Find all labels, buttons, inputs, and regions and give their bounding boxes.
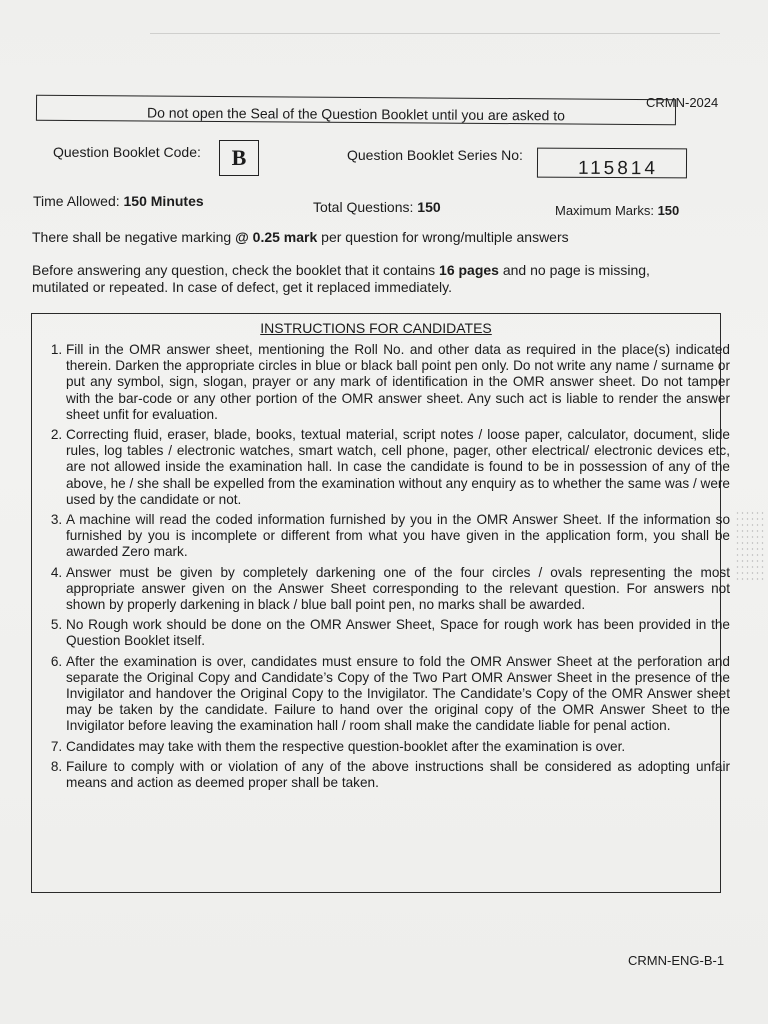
instruction-item: 2. Correcting fluid, eraser, blade, books, textual material, script notes / loose paper, calculator, document, slide rules, log tables / electronic watches, smart watch, cell phone, pager, other electrical/ electronic devices etc, are not allowed inside the examination hall. In case the candidate is found to be in possession of any of the above, he / she shall be expelled from the examination without any enquiry as to whether the same was / were used by the candidate or not. [66,427,730,508]
negative-marking-suffix: per question for wrong/multiple answers [321,229,569,245]
instruction-item: 6. After the examination is over, candidates must ensure to fold the OMR Answer Sheet at the perforation and separate the Original Copy and Candidate’s Copy of the Two Part OMR Answer Sheet in the presence of the Invigilator and handover the Original Copy to the Invigilator. The Candidate’s Copy of the OMR Answer sheet may be taken by the candidate. Failure to hand over the original copy of the OMR Answer Sheet to the Invigilator before leaving the examination hall / room shall make the candidate liable for penal action. [66,654,730,735]
maximum-marks [555,203,679,218]
instruction-item: 8. Failure to comply with or violation of any of the above instructions shall be considered as adopting unfair means and action as deemed proper shall be taken. [66,759,730,791]
instructions-title: INSTRUCTIONS FOR CANDIDATES [260,320,492,336]
total-questions-label: Total Questions: [313,199,414,215]
footer-page-code: CRMN-ENG-B-1 [628,953,725,968]
maximum-marks-value: 150 [657,203,680,218]
instruction-item: 4. Answer must be given by completely darkening one of the four circles / ovals representing the most appropriate answer given on the Answer Sheet corresponding to the relevant question. For answers not shown by properly darkening in black / blue ball point pen, no marks shall be awarded. [66,565,730,614]
scan-edge-line [150,33,720,34]
booklet-code-label: Question Booklet Code: [53,144,201,160]
booklet-series-label: Question Booklet Series No: [347,147,523,163]
negative-marking-note [32,229,692,246]
instruction-item: 1. Fill in the OMR answer sheet, mentioning the Roll No. and other data as required in the place(s) indicated therein. Darken the appropriate circles in blue or black ball point pen only. Do not write any name / surname or put any symbol, sign, slogan, prayer or any mark of identification in the OMR answer sheet. Do not tamper with the bar-code or any other portion of the OMR answer sheet. Any such act is liable to render the answer sheet unfit for evaluation. [66,342,730,423]
seal-notice-box [36,95,676,125]
page-check-suffix: and no page is missing, mutilated or repeated. In case of defect, get it replaced immediately. [32,262,650,295]
scan-noise [735,510,765,580]
page-check-count: 16 pages [439,262,499,278]
booklet-series-box [537,148,687,179]
instruction-item: 7. Candidates may take with them the respective question-booklet after the examination is over. [66,739,730,755]
negative-marking-value: @ 0.25 mark [235,229,318,245]
time-allowed [33,193,204,209]
total-questions-value: 150 [417,199,441,215]
booklet-code-box [219,140,259,176]
instructions-box [31,313,730,893]
time-allowed-label: Time Allowed: [33,193,120,209]
total-questions [313,199,441,215]
page-check-prefix: Before answering any question, check the booklet that it contains [32,262,436,278]
paper-code: CRMN-2024 [646,95,719,110]
booklet-series-value: 115814 [577,157,659,180]
time-allowed-value: 150 Minutes [123,193,204,209]
instructions-list [40,342,730,795]
instruction-item: 5. No Rough work should be done on the OMR Answer Sheet, Space for rough work has been provided in the Question Booklet itself. [66,617,730,649]
seal-notice-text: Do not open the Seal of the Question Booklet until you are asked to [146,104,565,124]
booklet-code-value: B [231,145,247,170]
negative-marking-prefix: There shall be negative marking [32,229,232,245]
page-check-note [32,262,692,296]
instruction-item: 3. A machine will read the coded information furnished by you in the OMR Answer Sheet. If the information so furnished by you is incomplete or different from what you have given in the application form, you shall be awarded Zero mark. [66,512,730,561]
maximum-marks-label: Maximum Marks: [555,203,654,218]
